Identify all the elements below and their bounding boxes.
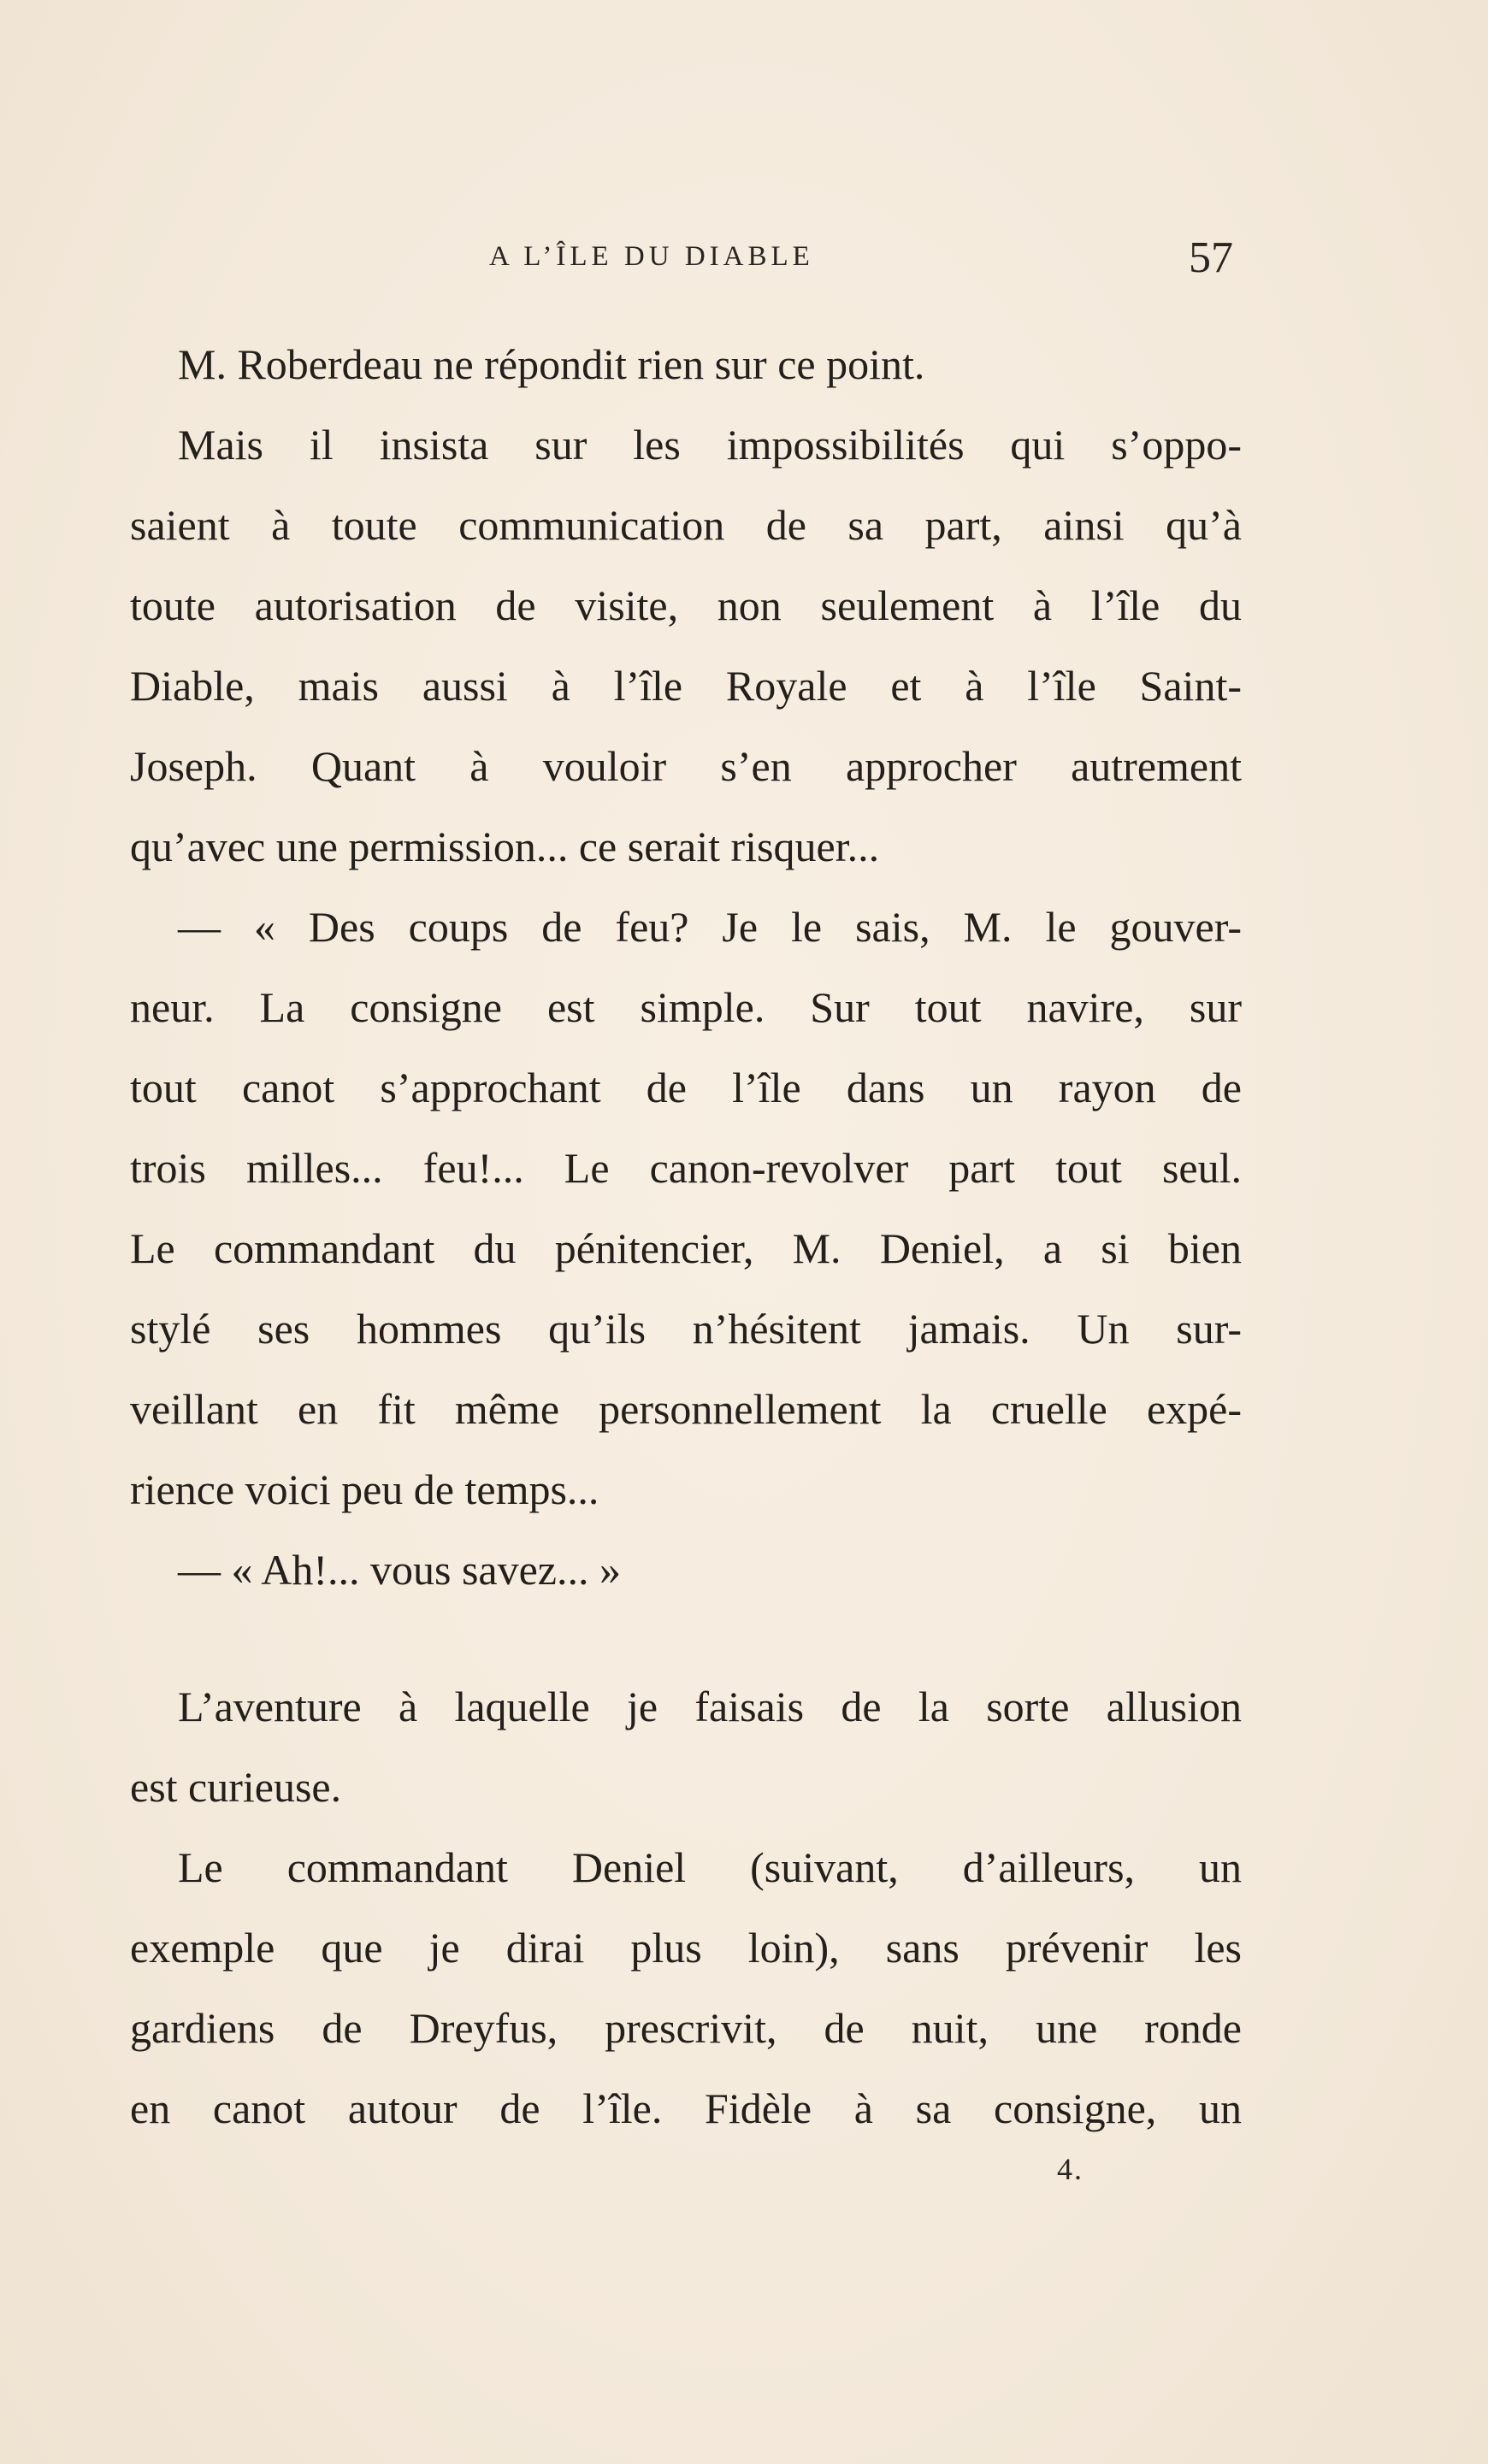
text-line: Le commandant du pénitencier, M. Deniel, a si bien <box>130 1224 1242 1272</box>
page-number: 57 <box>1189 233 1233 282</box>
text-line: qu’avec une permission... ce serait risquer... <box>130 822 880 870</box>
text-line: L’aventure à laquelle je faisais de la sorte allusion <box>178 1683 1242 1730</box>
text-line: M. Roberdeau ne répondit rien sur ce point. <box>178 340 925 388</box>
running-title: A L’ÎLE DU DIABLE <box>489 241 814 272</box>
text-line: exemple que je dirai plus loin), sans prévenir les <box>130 1924 1242 1972</box>
text-line: — « Ah!... vous savez... » <box>178 1546 621 1594</box>
text-line: rience voici peu de temps... <box>130 1465 599 1513</box>
text-line: Mais il insista sur les impossibilités qui s’oppo- <box>178 421 1242 469</box>
signature-mark: 4. <box>1057 2152 1084 2186</box>
text-line: Joseph. Quant à vouloir s’en approcher autrement <box>130 742 1242 790</box>
text-line: gardiens de Dreyfus, prescrivit, de nuit, une ronde <box>130 2004 1242 2052</box>
text-line: tout canot s’approchant de l’île dans un rayon de <box>130 1064 1242 1111</box>
text-line: est curieuse. <box>130 1763 342 1811</box>
text-line: Le commandant Deniel (suivant, d’ailleurs, un <box>178 1843 1242 1891</box>
text-line: stylé ses hommes qu’ils n’hésitent jamais. Un sur- <box>130 1305 1242 1353</box>
text-line: trois milles... feu!... Le canon-revolver part tout seul. <box>130 1144 1242 1192</box>
text-line: veillant en fit même personnellement la cruelle expé- <box>130 1385 1242 1433</box>
page-header <box>0 233 1488 292</box>
text-line: saient à toute communication de sa part, ainsi qu’à <box>130 501 1242 549</box>
text-line: en canot autour de l’île. Fidèle à sa consigne, un <box>130 2084 1242 2132</box>
text-line: neur. La consigne est simple. Sur tout navire, sur <box>130 983 1242 1031</box>
text-line: Diable, mais aussi à l’île Royale et à l’île Saint- <box>130 662 1242 710</box>
text-line: toute autorisation de visite, non seulement à l’île du <box>130 581 1242 629</box>
text-line: — « Des coups de feu? Je le sais, M. le gouver- <box>178 903 1242 951</box>
